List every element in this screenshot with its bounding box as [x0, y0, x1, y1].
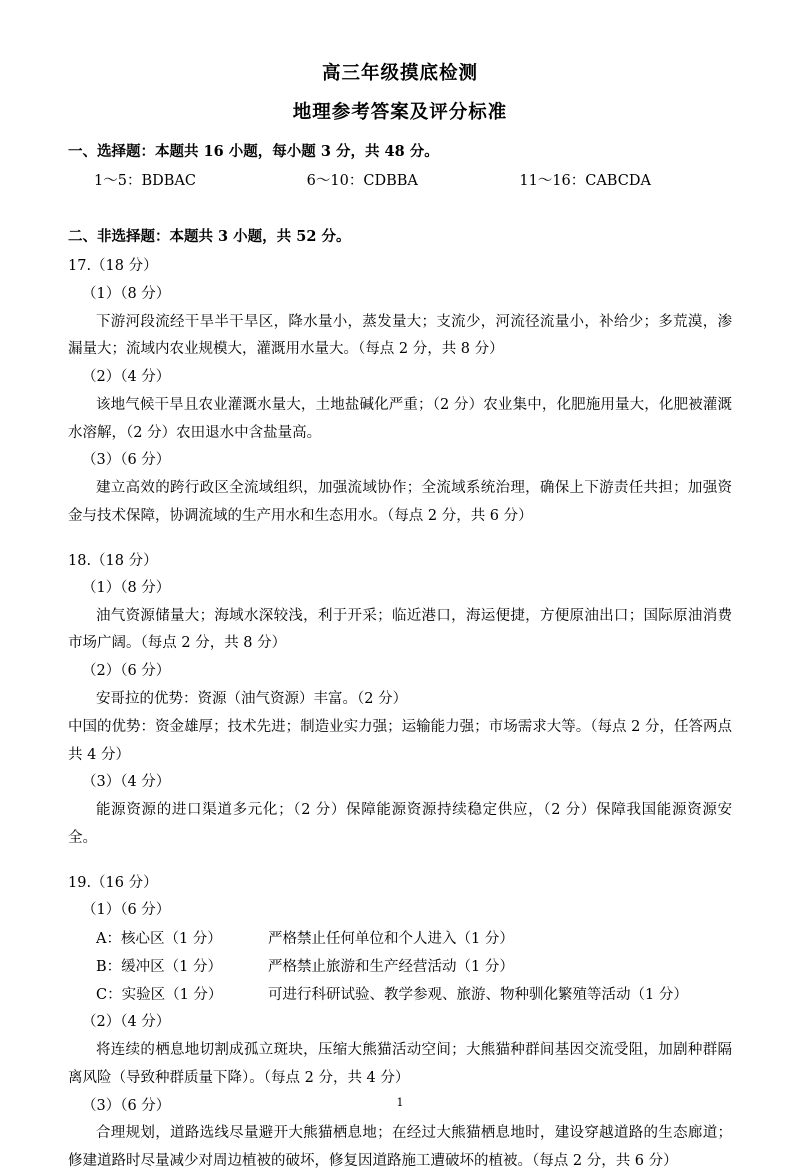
document-title-line1: 高三年级摸底检测 — [321, 63, 478, 84]
zone-b-rule: 严格禁止旅游和生产经营活动（1 分） — [268, 958, 514, 975]
question-18-number: 18.（18 分） — [68, 552, 158, 569]
question-19-part3-label: （3）（6 分） — [82, 1097, 171, 1114]
question-18-part3-text: 能源资源的进口渠道多元化；（2 分）保障能源资源持续稳定供应，（2 分）保障我国能源资源安全。 — [68, 801, 732, 846]
page-number: 1 — [396, 1096, 404, 1109]
question-19-part2-label: （2）（4 分） — [82, 1014, 171, 1031]
question-18-part2-label: （2）（6 分） — [82, 663, 171, 680]
question-17-part2-label: （2）（4 分） — [82, 369, 171, 386]
section1-heading-text: 一、选择题：本题共 16 小题，每小题 3 分，共 48 分。 — [68, 142, 439, 160]
question-18-part1-label: （1）（8 分） — [82, 580, 171, 597]
question-19-zone-row-b — [68, 953, 732, 981]
question-19-part1-label: （1）（6 分） — [82, 902, 171, 919]
question-17-number: 17.（18 分） — [68, 258, 158, 275]
document-title-line2: 地理参考答案及评分标准 — [292, 101, 508, 123]
question-17-part1-label: （1）（8 分） — [82, 285, 171, 302]
question-17-part2-text: 该地气候干旱且农业灌溉水量大，土地盐碱化严重；（2 分）农业集中，化肥施用量大，化肥被灌溉水溶解，（2 分）农田退水中含盐量高。 — [68, 396, 732, 441]
question-19-part2-text: 将连续的栖息地切割成孤立斑块，压缩大熊猫活动空间；大熊猫种群间基因交流受阻，加剧种群隔离风险（导致种群质量下降）。（每点 2 分，共 4 分） — [68, 1041, 732, 1086]
question-18-part1-text: 油气资源储量大；海域水深较浅，利于开采；临近港口，海运便捷，方便原油出口；国际原油消费市场广阔。（每点 2 分，共 8 分） — [68, 607, 732, 652]
question-18-part2-text-angola: 安哥拉的优势：资源（油气资源）丰富。（2 分） — [96, 690, 408, 707]
section-heading-multiple-choice — [68, 140, 732, 164]
answers-11-16: 11～16：CABCDA — [519, 173, 651, 190]
question-19-number: 19.（16 分） — [68, 874, 158, 891]
spacer — [68, 853, 732, 870]
zone-c-rule: 可进行科研试验、教学参观、旅游、物种驯化繁殖等活动（1 分） — [268, 987, 688, 1004]
question-18-part2-text-china: 中国的优势：资金雄厚；技术先进；制造业实力强；运输能力强；市场需求大等。（每点 2 分，任答两点共 4 分） — [68, 718, 732, 763]
question-18-part3-label: （3）（4 分） — [82, 774, 171, 791]
question-19-part3-text: 合理规划，道路选线尽量避开大熊猫栖息地；在经过大熊猫栖息地时，建设穿越道路的生态廊道；修建道路时尽量减少对周边植被的破坏，修复因道路施工遭破坏的植被。（每点 2 分，共 6 分） — [68, 1125, 732, 1170]
question-17-part1-text: 下游河段流经干旱半干旱区，降水量小，蒸发量大；支流少，河流径流量小，补给少；多荒漠，渗漏量大；流域内农业规模大，灌溉用水量大。（每点 2 分，共 8 分） — [68, 313, 732, 358]
zone-a-rule: 严格禁止任何单位和个人进入（1 分） — [268, 930, 514, 947]
zone-a-label: A：核心区（1 分） — [96, 930, 222, 947]
question-19-zone-row-c — [68, 981, 732, 1009]
multiple-choice-answers-row — [68, 168, 732, 194]
answers-6-10: 6～10：CDBBA — [306, 173, 418, 190]
question-17-part3-text: 建立高效的跨行政区全流域组织，加强流域协作；全流域系统治理，确保上下游责任共担；加强资金与技术保障，协调流域的生产用水和生态用水。（每点 2 分，共 6 分） — [68, 479, 732, 524]
zone-c-label: C：实验区（1 分） — [96, 987, 223, 1004]
section-heading-free-response — [68, 225, 732, 249]
question-19-zone-row-a — [68, 925, 732, 953]
answers-1-5: 1～5：BDBAC — [94, 173, 196, 190]
spacer — [68, 531, 732, 548]
zone-b-label: B：缓冲区（1 分） — [96, 958, 222, 975]
spacer — [68, 198, 732, 215]
section2-heading-text: 二、非选择题：本题共 3 小题，共 52 分。 — [68, 228, 351, 246]
question-17-part3-label: （3）（6 分） — [82, 452, 171, 469]
